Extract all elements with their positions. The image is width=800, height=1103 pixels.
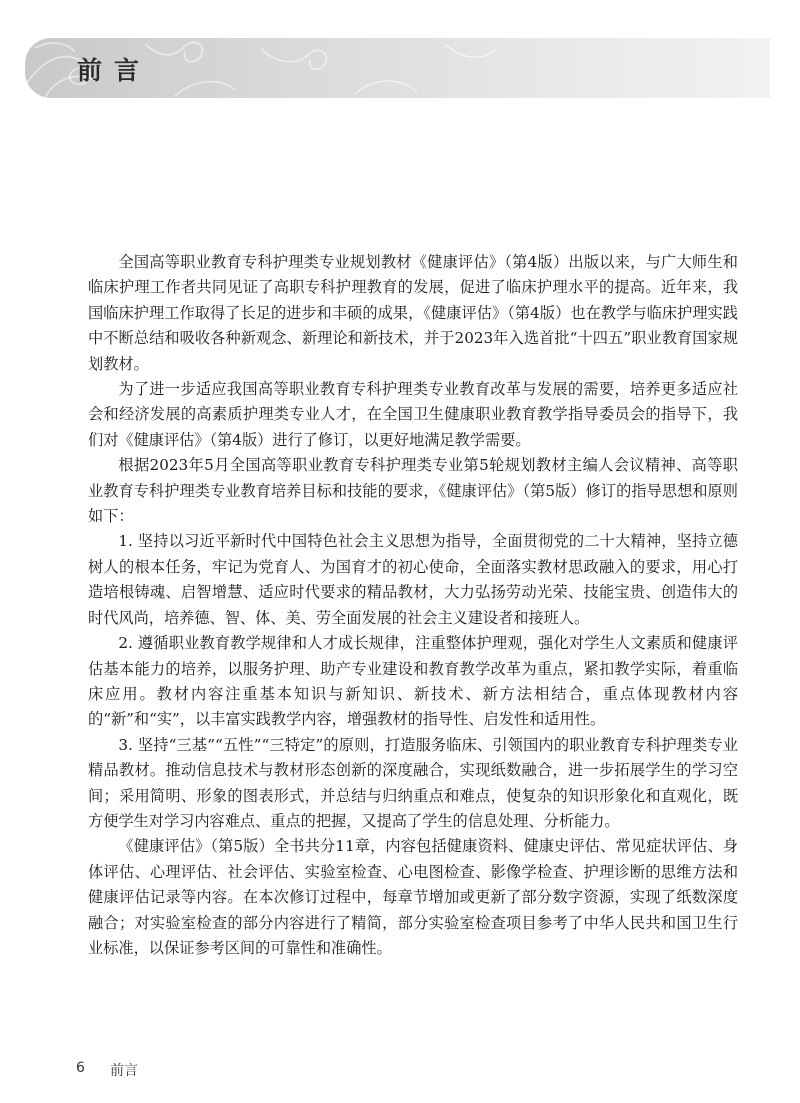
page-title: 前言 (77, 56, 152, 85)
page-number: 6 (76, 1060, 85, 1076)
chapter-header-band (25, 38, 770, 98)
paragraph: 为了进一步适应我国高等职业教育专科护理类专业教育改革与发展的需要，培养更多适应社会和经济发展的高素质护理类专业人才，在全国卫生健康职业教育教学指导委员会的指导下，我们对《健康评估》（第4版）进行了修订，以更好地满足教学需要。 (88, 380, 738, 449)
paragraph: 3. 坚持“三基”“五性”“三特定”的原则，打造服务临床、引领国内的职业教育专科护理类专业精品教材。推动信息技术与教材形态创新的深度融合，实现纸数融合，进一步拓展学生的学习空间；采用简明、形象的图表形式，并总结与归纳重点和难点，使复杂的知识形象化和直观化，既方便学生对学习内容难点、重点的把握，又提高了学生的信息处理、分析能力。 (88, 735, 738, 830)
paragraph: 1. 坚持以习近平新时代中国特色社会主义思想为指导，全面贯彻党的二十大精神，坚持立德树人的根本任务，牢记为党育人、为国育才的初心使命，全面落实教材思政融入的要求，用心打造培根铸魂、启智增慧、适应时代要求的精品教材，大力弘扬劳动光荣、技能宝贵、创造伟大的时代风尚，培养德、智、体、美、劳全面发展的社会主义建设者和接班人。 (88, 532, 738, 627)
paragraph: 根据2023年5月全国高等职业教育专科护理类专业第5轮规划教材主编人会议精神、高等职业教育专科护理类专业教育培养目标和技能的要求，《健康评估》（第5版）修订的指导思想和原则如下： (88, 456, 738, 526)
preface-body (88, 250, 738, 961)
paragraph: 《健康评估》（第5版）全书共分11章，内容包括健康资料、健康史评估、常见症状评估、身体评估、心理评估、社会评估、实验室检查、心电图检查、影像学检查、护理诊断的思维方法和健康评估记录等内容。在本次修订过程中，每章节增加或更新了部分数字资源，实现了纸数深度融合；对实验室检查的部分内容进行了精简，部分实验室检查项目参考了中华人民共和国卫生行业标准，以保证参考区间的可靠性和准确性。 (88, 837, 738, 957)
paragraph: 2. 遵循职业教育教学规律和人才成长规律，注重整体护理观，强化对学生人文素质和健康评估基本能力的培养，以服务护理、助产专业建设和教育教学改革为重点，紧扣教学实际，着重临床应用。教材内容注重基本知识与新知识、新技术、新方法相结合，重点体现教材内容的“新”和“实”，以丰富实践教学内容，增强教材的指导性、启发性和适用性。 (88, 634, 738, 729)
paragraph: 全国高等职业教育专科护理类专业规划教材《健康评估》（第4版）出版以来，与广大师生和临床护理工作者共同见证了高职专科护理教育的发展，促进了临床护理水平的提高。近年来，我国临床护理工作取得了长足的进步和丰硕的成果，《健康评估》（第4版）也在教学与临床护理实践中不断总结和吸收各种新观念、新理论和新技术，并于2023年入选首批“十四五”职业教育国家规划教材。 (88, 253, 738, 373)
running-footer-label: 前言 (110, 1063, 138, 1079)
